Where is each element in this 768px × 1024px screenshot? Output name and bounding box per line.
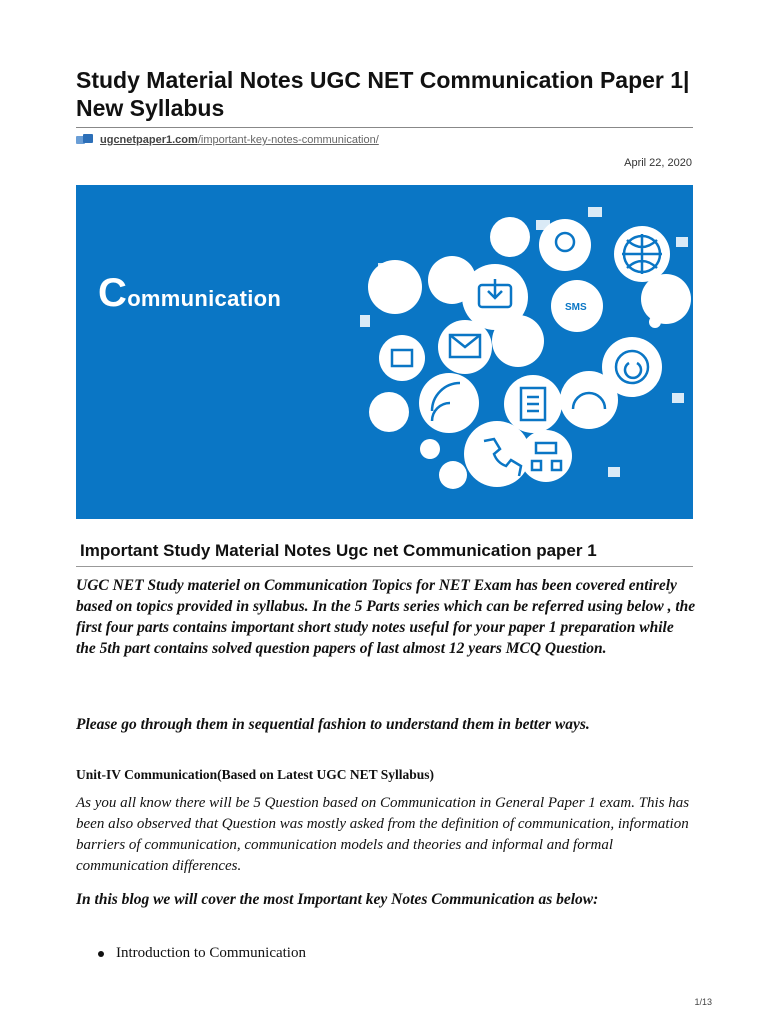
subheading-divider: [76, 566, 693, 567]
person-bubble-icon: [490, 217, 530, 257]
unit-paragraph: As you all know there will be 5 Question based on Communication in General Paper 1 exam. This has been also observed that Question was mostly asked from the definition of communication, information barriers of communication, communication models and theories and informal and formal communication differences.: [76, 795, 690, 874]
network-bubble-icon: [520, 430, 572, 482]
intro-paragraph: UGC NET Study materiel on Communication Topics for NET Exam has been covered entirely based on topics provided in syllabus. In the 5 Parts series which can be referred using below , the first four parts contains important short study notes useful for your paper 1 preparation while the 5th part contains solved question papers of last almost 12 years MCQ Question.: [76, 577, 696, 657]
list-item: [76, 945, 306, 962]
source-domain[interactable]: ugcnetpaper1.com: [100, 134, 198, 146]
unit-heading: Unit-IV Communication(Based on Latest UGC NET Syllabus): [76, 767, 435, 782]
hero-image: [76, 185, 693, 519]
sms-bubble-label: SMS: [565, 302, 587, 313]
chain-bubble-icon: [420, 439, 440, 459]
page-number: 1/13: [694, 997, 712, 1007]
headphones-bubble-icon: [560, 371, 618, 429]
signal-bubble-icon: [649, 316, 661, 328]
communication-bubbles-graphic: [76, 185, 693, 519]
link-icon: [76, 134, 94, 146]
list-item-label: Introduction to Communication: [116, 945, 306, 961]
topic-list: [76, 945, 306, 962]
hero-word-rest: ommunication: [127, 286, 282, 311]
hero-word-initial: C: [98, 271, 128, 315]
source-path[interactable]: /important-key-notes-communication/: [197, 134, 379, 146]
title-divider: [76, 127, 693, 128]
bullet-icon: [98, 951, 104, 957]
tablet-bubble-icon: [369, 392, 409, 432]
article-title: Study Material Notes UGC NET Communication Paper 1| New Syllabus: [76, 67, 690, 121]
video-bubble-icon: [379, 335, 425, 381]
headset-bubble-icon: [368, 260, 422, 314]
blog-intro-paragraph: In this blog we will cover the most Important key Notes Communication as below:: [76, 891, 599, 908]
section-subheading: Important Study Material Notes Ugc net Communication paper 1: [80, 541, 597, 560]
support-bubble-icon: [492, 315, 544, 367]
wifi-screen-bubble-icon: [641, 274, 691, 324]
wifi-small-bubble-icon: [439, 461, 467, 489]
instruction-paragraph: Please go through them in sequential fashion to understand them in better ways.: [76, 716, 590, 733]
source-link[interactable]: [76, 134, 379, 146]
publish-date: April 22, 2020: [624, 157, 692, 169]
